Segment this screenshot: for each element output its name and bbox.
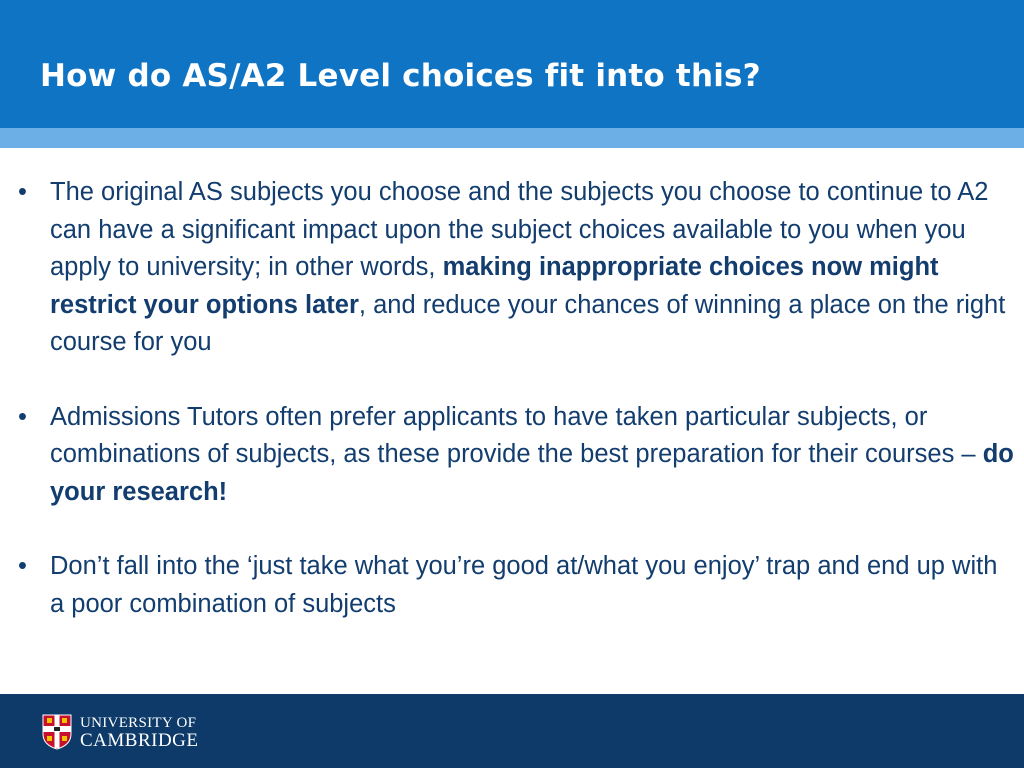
slide-footer: [0, 694, 1024, 768]
logo-line-university: UNIVERSITY OF: [80, 715, 197, 731]
header-stripe: [0, 128, 1024, 148]
bullet-dot: •: [18, 552, 27, 580]
bullet-dot: •: [18, 178, 27, 206]
slide-header: [0, 0, 1024, 128]
bullet-text: Admissions Tutors often prefer applicants to have taken particular subjects, or combinations of subjects, as these provide the best preparation for their courses –: [50, 402, 983, 468]
bullet-emphasis: making inappropriate choices now might restrict your options later: [50, 253, 939, 319]
bullet-item-trap-warning: [18, 548, 1018, 623]
logo-line-cambridge: CAMBRIDGE: [80, 730, 199, 751]
bullet-text: The original AS subjects you choose and the subjects you choose to continue to A2 can have a significant impact upon the subject choices available to you when you apply to university; in other words,: [50, 178, 989, 281]
bullet-text: Don’t fall into the ‘just take what you’re good at/what you enjoy’ trap and end up with a poor combination of subjects: [50, 552, 998, 618]
bullet-emphasis: do your research!: [50, 440, 1014, 506]
bullet-item-course-choices: [18, 174, 1018, 362]
university-logo: [42, 714, 199, 750]
cambridge-crest-icon: [42, 714, 72, 750]
bullet-list: [18, 174, 1018, 660]
bullet-item-admissions-tutors: [18, 399, 1018, 512]
slide-title: How do AS/A2 Level choices fit into this?: [40, 58, 761, 94]
bullet-text: , and reduce your chances of winning a place on the right course for you: [50, 290, 1006, 356]
logo-wordmark: [80, 715, 199, 749]
bullet-dot: •: [18, 402, 27, 431]
